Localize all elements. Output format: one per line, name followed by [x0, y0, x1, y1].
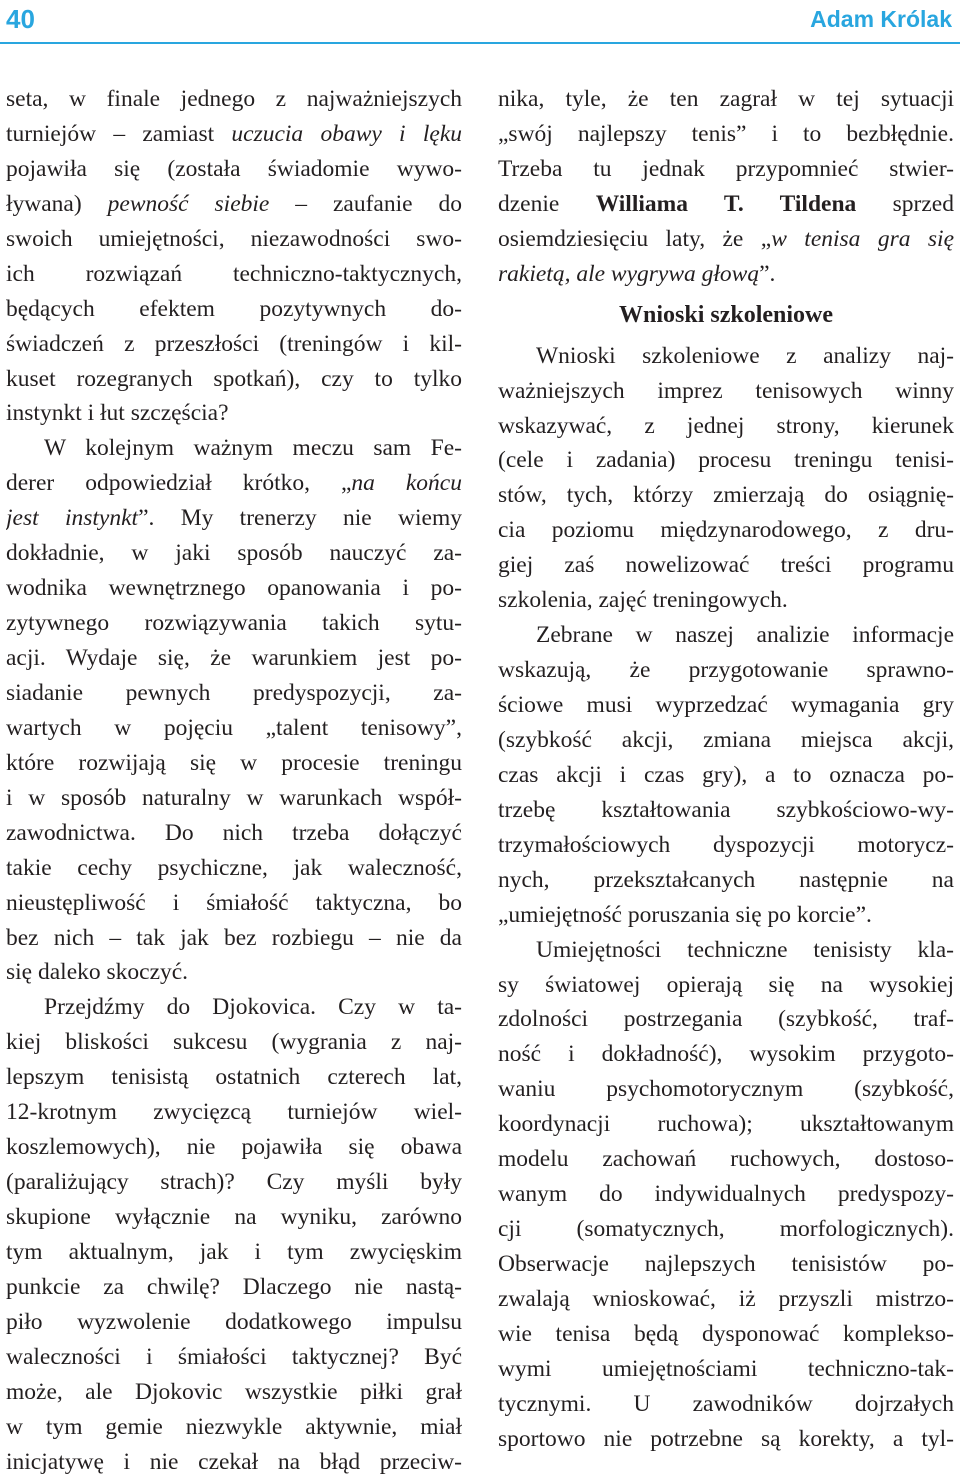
text-line — [498, 968, 954, 1003]
text-run: (cele i zadania) procesu treningu tenisi- — [498, 447, 954, 474]
text-line — [498, 1282, 954, 1317]
text-run: stów, tych, którzy zmierzają do osiągnię- — [498, 482, 954, 509]
text-run: siadanie pewnych predyspozycji, za- — [6, 679, 462, 706]
text-run: wanym do indywidualnych predyspozy- — [498, 1181, 954, 1208]
text-line — [6, 187, 462, 222]
text-line — [498, 1037, 954, 1072]
page-header — [0, 0, 960, 44]
text-run: zytywnego rozwiązywania takich sytu- — [6, 610, 462, 637]
text-line — [498, 618, 954, 653]
text-run: kuset rozegranych spotkań), czy to tylko — [6, 365, 462, 392]
text-line — [498, 1352, 954, 1387]
text-line — [498, 1177, 954, 1212]
text-line — [6, 746, 462, 781]
text-line — [498, 793, 954, 828]
text-run: W kolejnym ważnym meczu sam Fe- — [44, 435, 462, 462]
text-run: czas akcji i czas gry), a to oznacza po- — [498, 761, 954, 788]
text-line — [6, 292, 462, 327]
text-run: może, ale Djokovic wszystkie piłki grał — [6, 1378, 462, 1405]
text-line — [498, 409, 954, 444]
text-line — [6, 396, 462, 431]
text-line — [6, 1270, 462, 1305]
text-run: w tym gemie niezwykle aktywnie, miał — [6, 1413, 462, 1440]
text-line — [6, 1410, 462, 1445]
text-run: zawodnictwa. Do nich trzeba dołączyć — [6, 819, 462, 846]
text-line — [6, 921, 462, 956]
italic-run: uczucia obawy i lęku — [231, 120, 462, 147]
text-run: nych, przekształcanych następnie na — [498, 866, 954, 893]
text-line — [6, 886, 462, 921]
text-run: kiej bliskości sukcesu (wygrania z naj- — [6, 1029, 462, 1056]
text-run: wskazywać, z jednej strony, kierunek — [498, 412, 954, 439]
text-line — [6, 466, 462, 501]
text-run: Zebrane w naszej analizie informacje — [536, 622, 954, 649]
text-run: cji (somatycznych, morfologicznych). — [498, 1216, 954, 1243]
right-column-body — [498, 339, 954, 1457]
text-line — [498, 443, 954, 478]
text-run: seta, w finale jednego z najważniejszych — [6, 86, 462, 112]
left-text-column — [6, 82, 462, 1480]
text-run: wskazują, że przygotowanie sprawno- — [498, 657, 954, 684]
text-run: wymi umiejętnościami techniczno-tak- — [498, 1355, 954, 1382]
text-line — [498, 187, 954, 222]
text-run: inicjatywę i nie czekał na błąd przeciw- — [6, 1448, 462, 1475]
text-line — [498, 82, 954, 117]
text-run: derer odpowiedział krótko, „ — [6, 470, 352, 497]
text-run: waniu psychomotorycznym (szybkość, — [498, 1076, 954, 1103]
text-line — [498, 1422, 954, 1457]
text-line — [6, 641, 462, 676]
text-line — [498, 257, 954, 292]
text-run: ich rozwiązań techniczno-taktycznych, — [6, 260, 462, 287]
text-run: zdolności postrzegania (szybkość, traf- — [498, 1006, 954, 1033]
running-header-author: Adam Królak — [810, 6, 952, 32]
text-line — [6, 711, 462, 746]
text-line — [6, 781, 462, 816]
italic-run: na końcu — [351, 470, 462, 497]
text-line — [6, 1200, 462, 1235]
text-line — [498, 933, 954, 968]
text-run: „umiejętność poruszania się po korcie”. — [498, 901, 872, 928]
text-run: trzymałościowych dyspozycji motorycz- — [498, 831, 954, 858]
section-heading: Wnioski szkoleniowe — [618, 301, 834, 328]
text-line — [6, 1165, 462, 1200]
text-line — [6, 816, 462, 851]
text-run: ływana) — [6, 190, 108, 217]
text-run: giej zaś nowelizować treści programu — [498, 552, 954, 579]
text-run: ność i dokładność), wysokim przygoto- — [498, 1041, 954, 1068]
text-line — [498, 1247, 954, 1282]
text-line — [6, 362, 462, 397]
text-run: modelu zachowań ruchowych, dostoso- — [498, 1146, 954, 1173]
text-line — [6, 571, 462, 606]
text-line — [6, 955, 462, 990]
text-run: dzenie — [498, 190, 596, 217]
text-line — [498, 222, 954, 257]
text-run: ”. My trenerzy nie wiemy — [138, 505, 462, 532]
bold-run: Williama T. Tildena — [595, 190, 857, 217]
text-line — [6, 1375, 462, 1410]
text-line — [498, 828, 954, 863]
text-line — [498, 1387, 954, 1422]
text-run: które rozwijają się w procesie treningu — [6, 749, 462, 776]
text-line — [6, 606, 462, 641]
text-line — [498, 374, 954, 409]
text-run: bez nich – tak jak bez rozbiegu – nie da — [6, 924, 462, 951]
text-line — [498, 863, 954, 898]
text-run: wartych w pojęciu „talent tenisowy”, — [6, 714, 462, 741]
text-line — [6, 1235, 462, 1270]
text-line — [6, 1445, 462, 1480]
text-line — [498, 898, 954, 933]
text-line — [6, 1095, 462, 1130]
text-run: 12-krotnym zwycięzcą turniejów wiel- — [6, 1099, 462, 1126]
text-run: ważniejszych imprez tenisowych winny — [498, 377, 954, 404]
text-line — [6, 1025, 462, 1060]
text-run: nieustępliwość i śmiałość taktyczna, bo — [6, 889, 462, 916]
text-line — [498, 1212, 954, 1247]
italic-run: jest instynkt — [6, 505, 139, 532]
text-run: Umiejętności techniczne tenisisty kla- — [536, 936, 954, 963]
text-run: zwalają wnioskować, iż przyszli mistrzo- — [498, 1285, 954, 1312]
text-run: takie cechy psychiczne, jak waleczność, — [6, 854, 462, 881]
text-run: instynkt i łut szczęścia? — [6, 400, 229, 427]
text-run: lepszym tenisistą ostatnich czterech lat, — [6, 1064, 462, 1091]
text-line — [498, 653, 954, 688]
text-line — [6, 676, 462, 711]
text-run: Trzeba tu jednak przypomnieć stwier- — [498, 155, 954, 182]
text-run: szkolenia, zajęć treningowych. — [498, 587, 788, 614]
text-run: i w sposób naturalny w warunkach współ- — [6, 784, 462, 811]
text-run: dokładnie, w jaki sposób nauczyć za- — [6, 540, 462, 567]
text-line — [6, 1305, 462, 1340]
text-line — [498, 117, 954, 152]
text-run: piło wyzwolenie dodatkowego impulsu — [6, 1308, 462, 1335]
text-run: cia poziomu międzynarodowego, z dru- — [498, 517, 954, 544]
text-line — [6, 222, 462, 257]
text-line — [498, 339, 954, 374]
text-run: sprzed — [856, 190, 954, 217]
text-line — [6, 990, 462, 1025]
text-run: sportowo nie potrzebne są korekty, a tyl- — [498, 1425, 954, 1452]
text-line — [6, 327, 462, 362]
right-column-top-paragraph — [498, 82, 954, 292]
text-line — [6, 501, 462, 536]
text-line — [6, 431, 462, 466]
text-line — [498, 723, 954, 758]
text-line — [498, 1317, 954, 1352]
text-run: ściowe musi wyprzedzać wymagania gry — [498, 692, 954, 718]
text-run: waleczności i śmiałości taktycznej? Być — [6, 1343, 462, 1370]
text-line — [6, 257, 462, 292]
text-line — [498, 1107, 954, 1142]
text-run: się daleko skoczyć. — [6, 959, 189, 986]
right-text-column — [498, 82, 954, 1457]
text-run: pojawiła się (została świadomie wywo- — [6, 155, 462, 182]
text-run: świadczeń z przeszłości (treningów i kil- — [6, 330, 462, 357]
text-run: swoich umiejętności, niezawodności swo- — [6, 225, 462, 252]
text-run: nika, tyle, że ten zagrał w tej sytuacji — [498, 86, 954, 112]
text-run: będących efektem pozytywnych do- — [6, 295, 462, 322]
text-line — [498, 1142, 954, 1177]
text-line — [6, 536, 462, 571]
text-run: (szybkość akcji, zmiana miejsca akcji, — [498, 726, 954, 753]
text-run: Obserwacje najlepszych tenisistów po- — [498, 1251, 954, 1277]
text-line — [6, 82, 462, 117]
text-line — [6, 117, 462, 152]
text-run: punkcie za chwilę? Dlaczego nie nastą- — [6, 1273, 462, 1300]
text-run: trzebę kształtowania szybkościowo-wy- — [498, 796, 954, 823]
text-line — [498, 688, 954, 723]
text-run: Wnioski szkoleniowe z analizy naj- — [536, 342, 954, 369]
text-line — [498, 583, 954, 618]
text-run: wodnika wewnętrznego opanowania i po- — [6, 575, 462, 602]
text-line — [498, 152, 954, 187]
text-run: – zaufanie do — [269, 190, 462, 217]
text-run: sy światowej opierają się na wysokiej — [498, 971, 954, 998]
italic-run: w tenisa gra się — [771, 225, 954, 252]
text-line — [6, 1130, 462, 1165]
text-run: tycznymi. U zawodników dojrzałych — [498, 1390, 954, 1417]
text-run: Przejdźmy do Djokovica. Czy w ta- — [44, 994, 462, 1021]
text-line — [6, 851, 462, 886]
text-run: (paraliżujący strach)? Czy myśli były — [6, 1169, 462, 1196]
text-run: koordynacji ruchowa); ukształtowanym — [498, 1111, 954, 1138]
text-line — [6, 152, 462, 187]
text-line — [498, 1072, 954, 1107]
italic-run: pewność siebie — [107, 190, 270, 217]
text-line — [498, 548, 954, 583]
text-line — [498, 478, 954, 513]
text-line — [6, 1340, 462, 1375]
text-line — [498, 758, 954, 793]
italic-run: rakietą, ale wygrywa głową — [498, 260, 760, 287]
text-run: „swój najlepszy tenis” i to bezbłędnie. — [498, 120, 954, 147]
text-run: ”. — [759, 260, 776, 287]
text-line — [498, 513, 954, 548]
text-run: tym aktualnym, jak i tym zwycięskim — [6, 1238, 462, 1265]
text-run: turniejów – zamiast — [6, 120, 232, 147]
text-run: osiemdziesięciu laty, że „ — [498, 225, 772, 252]
text-run: acji. Wydaje się, że warunkiem jest po- — [6, 645, 462, 671]
text-run: koszlemowych), nie pojawiła się obawa — [6, 1134, 462, 1161]
text-line — [498, 1002, 954, 1037]
text-run: skupione wyłącznie na wyniku, zarówno — [6, 1204, 462, 1230]
page-number: 40 — [6, 4, 35, 34]
text-run: wie tenisa będą dysponować komplekso- — [498, 1320, 954, 1347]
text-line — [6, 1060, 462, 1095]
